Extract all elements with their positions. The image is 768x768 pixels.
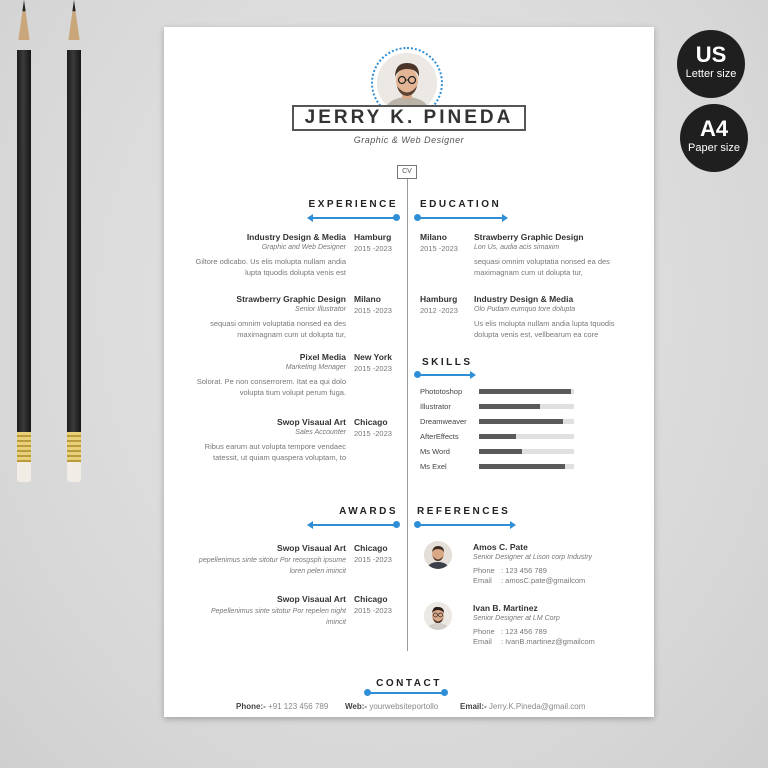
experience-arrow bbox=[307, 214, 400, 222]
reference-email-label: Email bbox=[473, 576, 492, 585]
skill-name: Dreamweaver bbox=[420, 417, 467, 426]
experience-company: Pixel Media bbox=[299, 352, 346, 362]
skills-heading: SKILLS bbox=[422, 357, 473, 368]
experience-company: Strawberry Graphic Design bbox=[236, 294, 346, 304]
reference-phone-label: Phone bbox=[473, 566, 495, 575]
experience-city: Chicago bbox=[354, 417, 388, 427]
skill-bar bbox=[479, 449, 574, 454]
education-city: Milano bbox=[420, 232, 447, 242]
contact-phone-label: Phone:- bbox=[236, 702, 266, 711]
contact-phone bbox=[236, 702, 328, 711]
contact-phone-value: +91 123 456 789 bbox=[268, 702, 329, 711]
education-years: 2012 -2023 bbox=[420, 306, 458, 315]
experience-description: Ribus earum aut volupta tempore vendaec tatessit, ut quiam quaspera voluptam, to bbox=[204, 442, 346, 462]
name-heading: JERRY K. PINEDA bbox=[292, 105, 526, 131]
experience-role: Marketing Menager bbox=[285, 364, 346, 371]
award-years: 2015 -2023 bbox=[354, 555, 392, 564]
cv-label: CV bbox=[397, 165, 417, 179]
contact-web-value: yourwebsiteportollo bbox=[369, 702, 439, 711]
reference-avatar bbox=[424, 541, 452, 569]
skill-bar-fill bbox=[479, 434, 516, 439]
skill-bar bbox=[479, 464, 574, 469]
skill-bar-fill bbox=[479, 389, 571, 394]
person-icon bbox=[424, 541, 452, 569]
badge-caption: Letter size bbox=[685, 68, 737, 80]
reference-phone-label: Phone bbox=[473, 627, 495, 636]
experience-role: Sales Accounter bbox=[295, 429, 346, 436]
reference-name: Ivan B. Martinez bbox=[473, 603, 538, 613]
pencil-tip-icon bbox=[67, 0, 81, 40]
resume-page bbox=[164, 27, 654, 717]
skill-name: Phototoshop bbox=[420, 387, 463, 396]
experience-years: 2015 -2023 bbox=[354, 364, 392, 373]
education-description: sequasi omnim voluptatia nonsed ea des maximagnam cum ut dolupta tur, bbox=[474, 257, 610, 277]
education-description: Us elis molupta nullam andia lupta tquodis dolupta venis est, vellbearum ea core bbox=[474, 319, 615, 339]
awards-heading: AWARDS bbox=[339, 506, 398, 517]
education-subtitle: Olo Pudam eumquo tore dolupta bbox=[474, 306, 576, 313]
contact-web bbox=[345, 702, 438, 711]
skill-bar-fill bbox=[479, 404, 540, 409]
education-years: 2015 -2023 bbox=[420, 244, 458, 253]
skill-name: AfterEffects bbox=[420, 432, 459, 441]
award-description: Pepellenimus sinte sitotur Por repelen night imincit bbox=[210, 608, 346, 626]
contact-heading: CONTACT bbox=[376, 678, 442, 689]
reference-phone: : 123 456 789 bbox=[501, 566, 547, 575]
badge-title: A4 bbox=[699, 116, 729, 141]
experience-years: 2015 -2023 bbox=[354, 306, 392, 315]
skill-bar bbox=[479, 419, 574, 424]
skill-bar bbox=[479, 404, 574, 409]
pencil-right bbox=[67, 0, 81, 482]
skill-bar bbox=[479, 434, 574, 439]
reference-role: Senior Designer at Lison corp Industry bbox=[473, 554, 593, 561]
education-subtitle: Lon Us, audia acis simaxim bbox=[474, 244, 560, 251]
pencil-tip-icon bbox=[17, 0, 31, 40]
award-description: pepellenimus sinte sitotur Por reosgsph ipsume loren pelen imincit bbox=[198, 557, 346, 575]
skill-bar bbox=[479, 389, 574, 394]
profile-photo bbox=[377, 53, 437, 113]
award-title: Swop Visaual Art bbox=[277, 543, 346, 553]
badge-caption: Paper size bbox=[688, 142, 740, 154]
experience-description: sequasi omnim voluptatia nonsed ea des maximagnam cum ut dolupta tur, bbox=[210, 319, 346, 339]
experience-city: Hamburg bbox=[354, 232, 392, 242]
badge-title: US bbox=[695, 42, 727, 67]
skill-bar-fill bbox=[479, 449, 522, 454]
education-heading: EDUCATION bbox=[420, 199, 502, 210]
education-arrow bbox=[414, 214, 508, 222]
experience-heading: EXPERIENCE bbox=[308, 199, 398, 210]
references-heading: REFERENCES bbox=[417, 506, 511, 517]
person-icon bbox=[377, 53, 437, 113]
skill-name: Illustrator bbox=[420, 402, 451, 411]
skills-arrow bbox=[414, 371, 476, 379]
experience-company: Swop Visaual Art bbox=[277, 417, 346, 427]
person-icon bbox=[424, 602, 452, 630]
skill-bar-fill bbox=[479, 464, 565, 469]
experience-city: New York bbox=[354, 352, 392, 362]
reference-phone: : 123 456 789 bbox=[501, 627, 547, 636]
reference-email: : amosC.pate@gmailcom bbox=[501, 576, 586, 585]
job-title: Graphic & Web Designer bbox=[353, 135, 465, 145]
us-letter-badge bbox=[677, 30, 745, 98]
reference-name: Amos C. Pate bbox=[473, 542, 528, 552]
experience-role: Graphic and Web Designer bbox=[261, 244, 346, 251]
experience-years: 2015 -2023 bbox=[354, 244, 392, 253]
award-city: Chicago bbox=[354, 543, 388, 553]
reference-email-label: Email bbox=[473, 637, 492, 646]
contact-divider bbox=[364, 689, 448, 697]
reference-avatar bbox=[424, 602, 452, 630]
education-school: Industry Design & Media bbox=[474, 294, 574, 304]
awards-arrow bbox=[307, 521, 400, 529]
pencil-left bbox=[17, 0, 31, 482]
award-title: Swop Visaual Art bbox=[277, 594, 346, 604]
experience-years: 2015 -2023 bbox=[354, 429, 392, 438]
experience-role: Senior Illustrator bbox=[295, 306, 346, 313]
contact-email-label: Email:- bbox=[460, 702, 487, 711]
experience-description: Solorat. Pe non conserrorem. Itat ea qui dolo volupta tium volupit perum fuga. bbox=[196, 377, 346, 397]
education-city: Hamburg bbox=[420, 294, 458, 304]
award-years: 2015 -2023 bbox=[354, 606, 392, 615]
contact-web-label: Web:- bbox=[345, 702, 368, 711]
references-arrow bbox=[414, 521, 516, 529]
skill-bar-fill bbox=[479, 419, 563, 424]
experience-city: Milano bbox=[354, 294, 381, 304]
skill-name: Ms Word bbox=[420, 447, 450, 456]
award-city: Chicago bbox=[354, 594, 388, 604]
experience-description: Giltore odicabo. Us elis molupta nullam andia lupta tquodis dolupta venis est bbox=[195, 257, 346, 277]
reference-email: : IvanB.martinez@gmailcom bbox=[501, 637, 595, 646]
experience-company: Industry Design & Media bbox=[246, 232, 346, 242]
reference-role: Senior Designer at LM Corp bbox=[473, 615, 560, 622]
center-divider bbox=[407, 179, 408, 651]
education-school: Strawberry Graphic Design bbox=[474, 232, 584, 242]
contact-email bbox=[460, 702, 585, 711]
skill-name: Ms Exel bbox=[420, 462, 447, 471]
a4-paper-badge bbox=[680, 104, 748, 172]
contact-email-value: Jerry.K.Pineda@gmail.com bbox=[488, 702, 586, 711]
